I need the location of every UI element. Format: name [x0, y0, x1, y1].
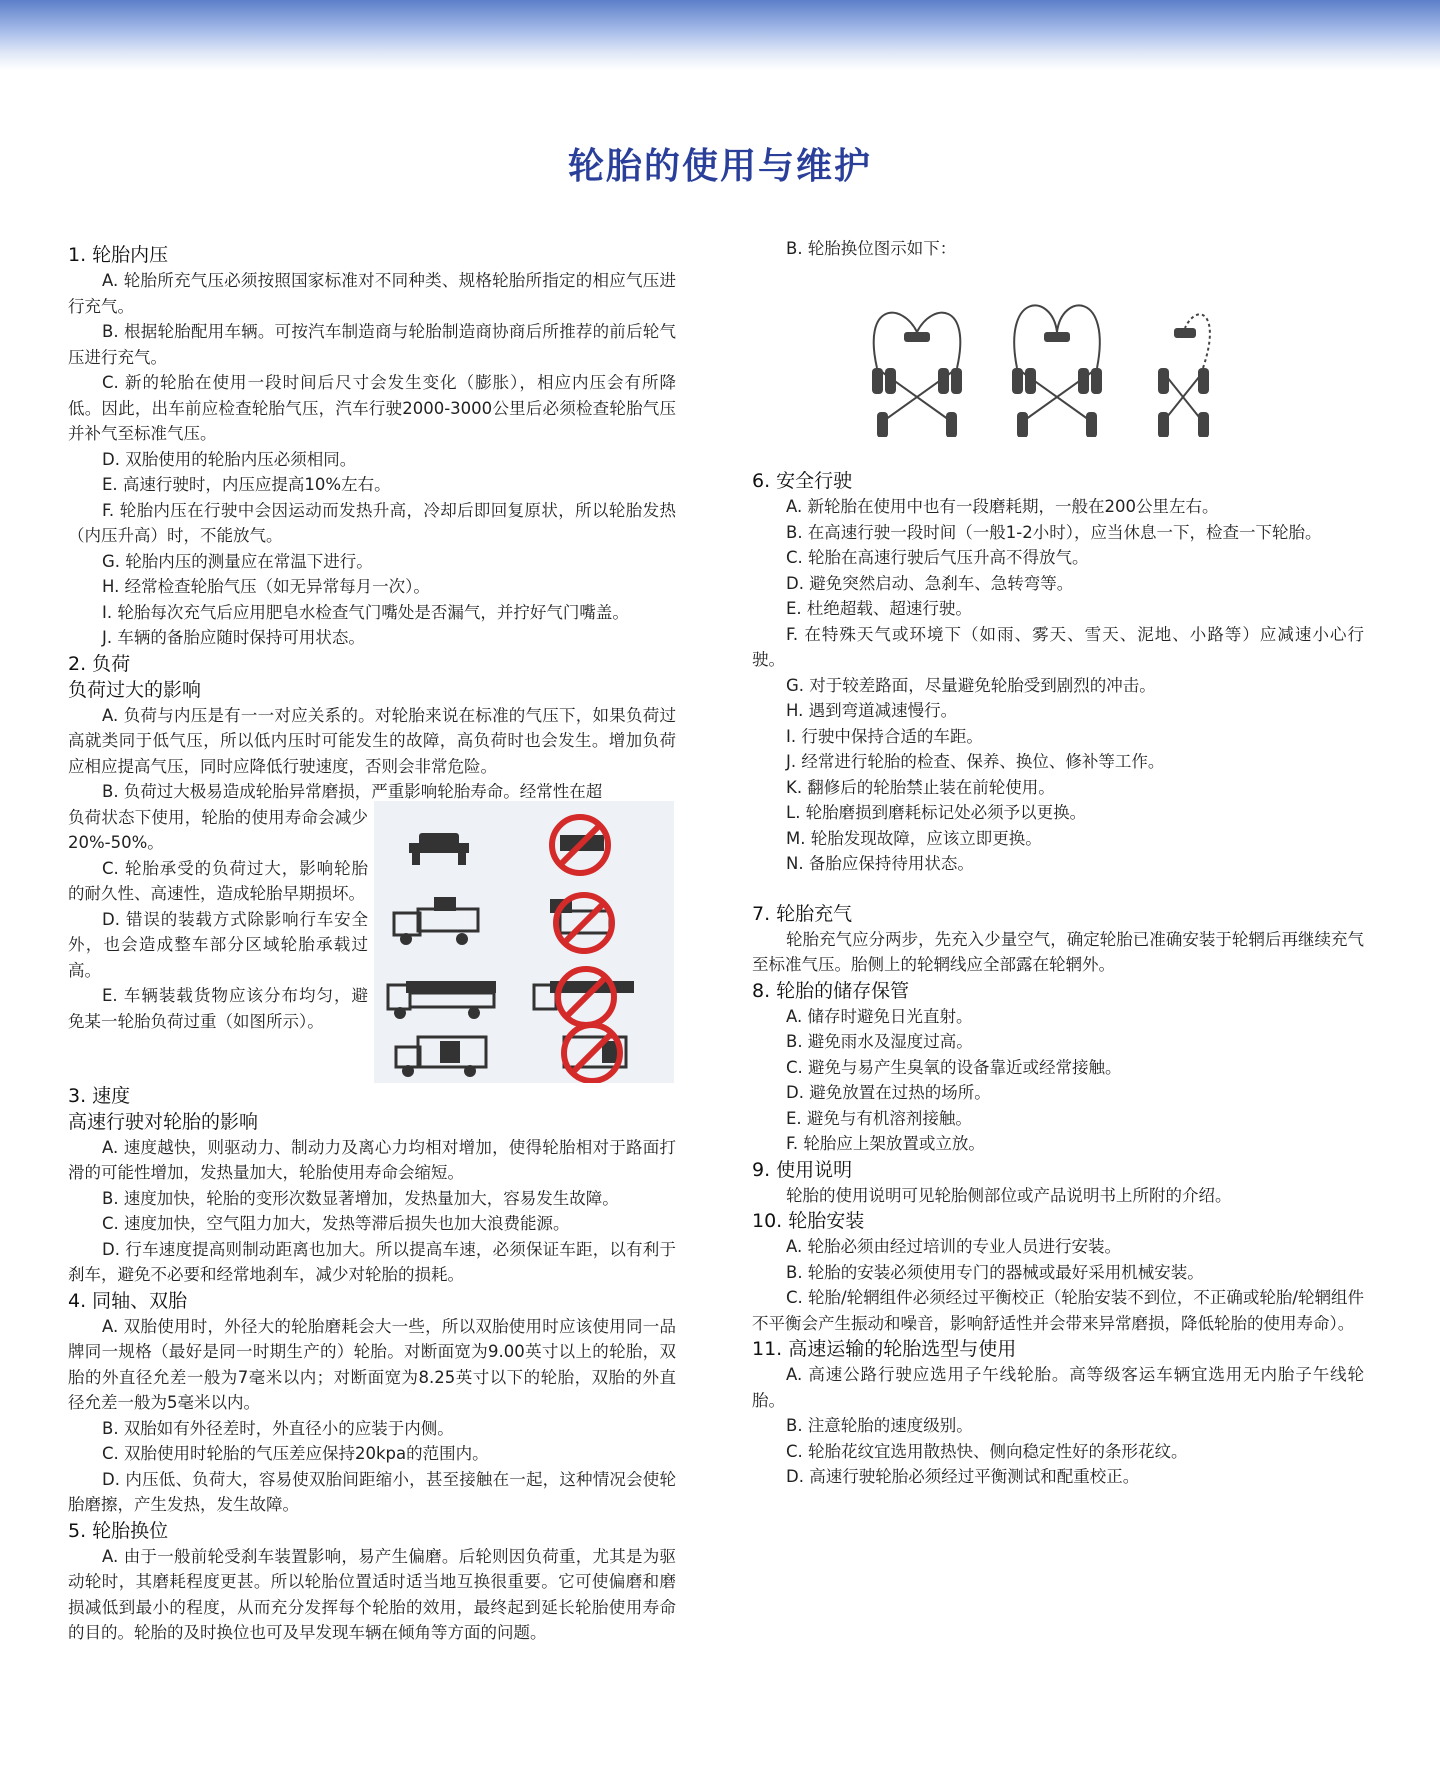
s6-item: G. 对于较差路面，尽量避免轮胎受到剧烈的冲击。	[786, 675, 1156, 695]
s6-item: K. 翻修后的轮胎禁止装在前轮使用。	[786, 777, 1055, 797]
s2-split-item: E. 车辆装载货物应该分布均匀，避免某一轮胎负荷过重（如图所示）。	[68, 986, 368, 1031]
s1-item: J. 车辆的备胎应随时保持可用状态。	[102, 628, 365, 647]
s6-item: E. 杜绝超载、超速行驶。	[786, 599, 972, 618]
s6-item: L. 轮胎磨损到磨耗标记处必须予以更换。	[786, 803, 1087, 822]
s10-item: A. 轮胎必须由经过培训的专业人员进行安装。	[786, 1237, 1121, 1256]
s6-item: N. 备胎应保持待用状态。	[786, 854, 974, 873]
section-3-heading: 3. 速度	[68, 1084, 131, 1107]
header-band	[0, 0, 1440, 70]
section-9-heading: 9. 使用说明	[752, 1158, 853, 1181]
section-4-heading: 4. 同轴、双胎	[68, 1289, 188, 1312]
s2-item: A. 负荷与内压是有一一对应关系的。对轮胎来说在标准的气压下，如果负荷过高就类同于低气压，所以低内压时可能发生的故障，高负荷时也会发生。增加负荷应相应提高气压，同时应降低行驶速度，否则会非常危险。	[68, 705, 676, 776]
s6-item: F. 在特殊天气或环境下（如雨、雾天、雪天、泥地、小路等）应减速小心行驶。	[752, 624, 1364, 669]
s1-item: D. 双胎使用的轮胎内压必须相同。	[102, 449, 357, 469]
right-column	[752, 236, 1364, 1490]
section-7-heading: 7. 轮胎充气	[752, 902, 853, 925]
s4-item: C. 双胎使用时轮胎的气压差应保持20kpa的范围内。	[102, 1444, 489, 1463]
s3-item: B. 速度加快，轮胎的变形次数显著增加，发热量加大，容易发生故障。	[102, 1188, 619, 1208]
s9-item: 轮胎的使用说明可见轮胎侧部位或产品说明书上所附的介绍。	[786, 1185, 1232, 1205]
left-column	[68, 242, 676, 1646]
section-1-heading: 1. 轮胎内压	[68, 244, 169, 266]
s6-item: J. 经常进行轮胎的检查、保养、换位、修补等工作。	[786, 752, 1165, 771]
section-8-heading: 8. 轮胎的储存保管	[752, 979, 910, 1002]
s2-split-item: C. 轮胎承受的负荷过大，影响轮胎的耐久性、高速性，造成轮胎早期损坏。	[68, 858, 368, 903]
s1-item: B. 根据轮胎配用车辆。可按汽车制造商与轮胎制造商协商后所推荐的前后轮气压进行充气。	[68, 322, 676, 367]
s6-item: D. 避免突然启动、急刹车、急转弯等。	[786, 573, 1074, 593]
s6-item: A. 新轮胎在使用中也有一段磨耗期，一般在200公里左右。	[786, 497, 1219, 516]
s8-item: E. 避免与有机溶剂接触。	[786, 1108, 972, 1128]
s1-item: H. 经常检查轮胎气压（如无异常每月一次）。	[102, 577, 430, 596]
s10-item: C. 轮胎/轮辋组件必须经过平衡校正（轮胎安装不到位，不正确或轮胎/轮辋组件不平衡会产生振动和噪音，影响舒适性并会带来异常磨损，降低轮胎的使用寿命）。	[752, 1288, 1364, 1333]
s1-item: G. 轮胎内压的测量应在常温下进行。	[102, 551, 373, 571]
s2-split-item: 负荷状态下使用，轮胎的使用寿命会减少20%-50%。	[68, 807, 368, 852]
tire-rotation-diagram	[752, 272, 1364, 437]
section-2-heading: 2. 负荷	[68, 652, 131, 675]
s1-item: A. 轮胎所充气压必须按照国家标准对不同种类、规格轮胎所指定的相应气压进行充气。	[68, 271, 676, 316]
s11-item: D. 高速行驶轮胎必须经过平衡测试和配重校正。	[786, 1467, 1140, 1486]
s8-item: F. 轮胎应上架放置或立放。	[786, 1134, 985, 1153]
s2-item: B. 负荷过大极易造成轮胎异常磨损，严重影响轮胎寿命。经常性在超	[102, 782, 603, 801]
section-2-subheading: 负荷过大的影响	[68, 678, 202, 701]
section-11-heading: 11. 高速运输的轮胎选型与使用	[752, 1338, 1017, 1360]
load-split-text	[68, 805, 368, 1083]
section-6-heading: 6. 安全行驶	[752, 470, 853, 492]
s1-item: I. 轮胎每次充气后应用肥皂水检查气门嘴处是否漏气，并拧好气门嘴盖。	[102, 602, 629, 622]
s6-item: H. 遇到弯道减速慢行。	[786, 701, 958, 720]
s3-item: C. 速度加快，空气阻力加大，发热等滞后损失也加大浪费能源。	[102, 1214, 570, 1233]
s8-item: B. 避免雨水及湿度过高。	[786, 1032, 973, 1051]
s6-item: B. 在高速行驶一段时间（一般1-2小时），应当休息一下，检查一下轮胎。	[786, 522, 1322, 542]
s10-item: B. 轮胎的安装必须使用专门的器械或最好采用机械安装。	[786, 1262, 1204, 1282]
s6-item: I. 行驶中保持合适的车距。	[786, 726, 983, 746]
s4-item: B. 双胎如有外径差时，外直径小的应装于内侧。	[102, 1418, 454, 1438]
s8-item: C. 避免与易产生臭氧的设备靠近或经常接触。	[786, 1057, 1122, 1077]
s7-item: 轮胎充气应分两步，先充入少量空气，确定轮胎已准确安装于轮辋后再继续充气至标准气压。胎侧上的轮辋线应全部露在轮辋外。	[752, 929, 1364, 974]
s11-item: B. 注意轮胎的速度级别。	[786, 1416, 973, 1435]
s11-item: A. 高速公路行驶应选用子午线轮胎。高等级客运车辆宜选用无内胎子午线轮胎。	[752, 1365, 1364, 1410]
s5-item: A. 由于一般前轮受刹车装置影响，易产生偏磨。后轮则因负荷重，尤其是为驱动轮时，其磨耗程度更甚。所以轮胎位置适时适当地互换很重要。它可使偏磨和磨损减低到最小的程度，从而充分发挥每个轮胎的效用，最终起到延长轮胎使用寿命的目的。轮胎的及时换位也可及早发现车辆在倾角等方面的问题。	[68, 1546, 676, 1642]
section-5-heading: 5. 轮胎换位	[68, 1519, 169, 1542]
page-title: 轮胎的使用与维护	[567, 146, 872, 187]
section-10-heading: 10. 轮胎安装	[752, 1210, 865, 1232]
load-comparison-figure	[374, 801, 674, 1083]
s8-item: A. 储存时避免日光直射。	[786, 1006, 973, 1026]
load-split-block	[68, 805, 676, 1083]
s11-item: C. 轮胎花纹宜选用散热快、侧向稳定性好的条形花纹。	[786, 1441, 1188, 1461]
s8-item: D. 避免放置在过热的场所。	[786, 1083, 991, 1102]
s2-split-item: D. 错误的装载方式除影响行车安全外，也会造成整车部分区域轮胎承载过高。	[68, 909, 368, 980]
s1-item: F. 轮胎内压在行驶中会因运动而发热升高，冷却后即回复原状，所以轮胎发热（内压升高）时，不能放气。	[68, 500, 676, 545]
s6-item: M. 轮胎发现故障，应该立即更换。	[786, 828, 1042, 848]
s6-item: C. 轮胎在高速行驶后气压升高不得放气。	[786, 548, 1089, 567]
s1-item: E. 高速行驶时，内压应提高10%左右。	[102, 475, 391, 494]
section-3-subheading: 高速行驶对轮胎的影响	[68, 1110, 259, 1133]
s3-item: A. 速度越快，则驱动力、制动力及离心力均相对增加，使得轮胎相对于路面打滑的可能性增加，发热量加大，轮胎使用寿命会缩短。	[68, 1137, 676, 1182]
s1-item: C. 新的轮胎在使用一段时间后尺寸会发生变化（膨胀），相应内压会有所降低。因此，出车前应检查轮胎气压，汽车行驶2000-3000公里后必须检查轮胎气压并补气至标准气压。	[68, 373, 676, 443]
s4-item: A. 双胎使用时，外径大的轮胎磨耗会大一些，所以双胎使用时应该使用同一品牌同一规格（最好是同一时期生产的）轮胎。对断面宽为9.00英寸以上的轮胎，双胎的外直径允差一般为7毫米以内；对断面宽为8.25英寸以下的轮胎，双胎的外直径允差一般为5毫米以内。	[68, 1316, 676, 1412]
s4-item: D. 内压低、负荷大，容易使双胎间距缩小，甚至接触在一起，这种情况会使轮胎磨擦，产生发热，发生故障。	[68, 1469, 676, 1514]
s3-item: D. 行车速度提高则制动距离也加大。所以提高车速，必须保证车距，以有利于刹车，避免不必要和经常地刹车，减少对轮胎的损耗。	[68, 1239, 676, 1284]
s5-item-b: B. 轮胎换位图示如下：	[786, 239, 957, 258]
